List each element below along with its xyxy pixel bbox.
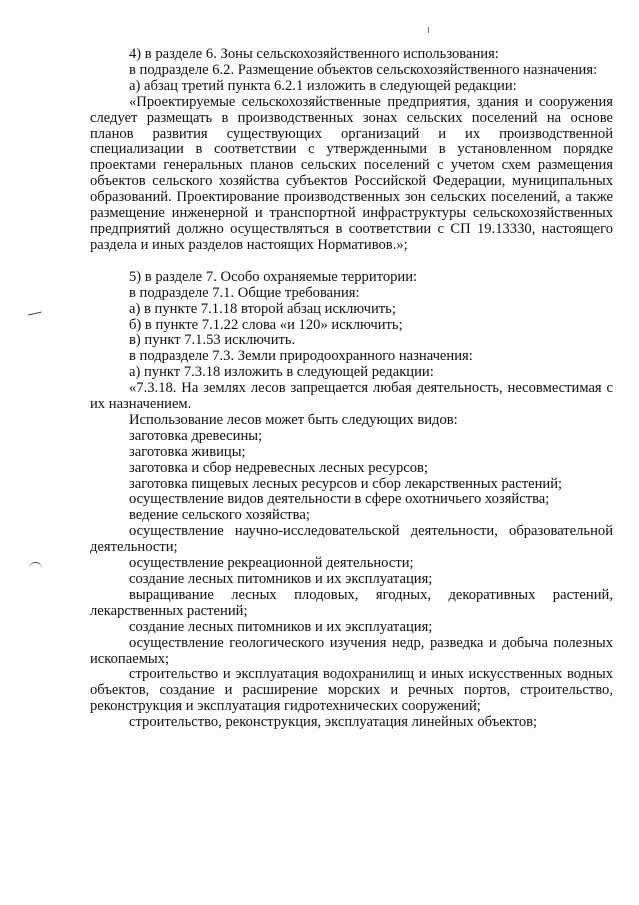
margin-pen-mark — [29, 562, 42, 569]
list-item-forest-use: осуществление рекреационной деятельности; — [129, 555, 414, 572]
paragraph-item-7-1-53: в) пункт 7.1.53 исключить. — [129, 332, 296, 349]
list-item-forest-use: создание лесных питомников и их эксплуатация; — [129, 571, 433, 587]
paragraph-section-7-heading: 5) в разделе 7. Особо охраняемые территории: — [129, 268, 418, 285]
margin-pen-mark — [28, 312, 43, 319]
list-item-forest-use: заготовка древесины; — [129, 427, 263, 444]
scan-artifact-mark — [428, 27, 429, 33]
list-item-forest-use: создание лесных питомников и их эксплуатация; — [129, 618, 433, 635]
list-item-forest-use: строительство и эксплуатация водохранилищ и иных искусственных водных объектов, создание и расширение морских и речных портов, строительство, реконструкция и эксплуатация гидротехнических сооружений; — [90, 666, 613, 715]
paragraph-quote-6-2-1: «Проектируемые сельскохозяйственные предприятия, здания и сооружения следует размещать в производственных зонах сельских поселений на основе планов развития существующих организаций и их производственной специализации в соответствии с утвержденными в установленном порядке проектами генеральных планов сельских поселений с учетом схем размещения объектов сельского хозяйства субъектов Российской Федерации, муниципальных образований. Проектирование производственных зон сельских поселений, а также размещение инженерной и транспортной инфраструктуры сельскохозяйственных предприятий должно осуществляться в соответствии с СП 19.13330, настоящего раздела и иных разделов настоящих Нормативов.»; — [90, 93, 613, 253]
list-item-forest-use: строительство, реконструкция, эксплуатация линейных объектов; — [129, 714, 538, 731]
paragraph-subsection-6-2: в подразделе 6.2. Размещение объектов сельскохозяйственного назначения: — [129, 61, 598, 78]
list-item-forest-use: ведение сельского хозяйства; — [129, 507, 310, 524]
paragraph-subsection-7-3: в подразделе 7.3. Земли природоохранного назначения: — [129, 348, 473, 365]
paragraph-quote-7-3-18: «7.3.18. На землях лесов запрещается любая деятельность, несовместимая с их назначением. — [90, 380, 613, 413]
list-item-forest-use: заготовка пищевых лесных ресурсов и сбор лекарственных растений; — [129, 475, 563, 492]
document-body — [90, 47, 613, 731]
paragraph-item-7-1-18: а) в пункте 7.1.18 второй абзац исключить; — [129, 300, 396, 317]
list-item-forest-use: выращивание лесных плодовых, ягодных, декоративных растений, лекарственных растений; — [90, 586, 613, 619]
paragraph-item-7-3-18: а) пункт 7.3.18 изложить в следующей редакции: — [129, 364, 434, 381]
paragraph-spacer — [90, 254, 613, 270]
paragraph-item-7-1-22: б) в пункте 7.1.22 слова «и 120» исключить; — [129, 316, 403, 333]
list-item-forest-use: осуществление научно-исследовательской деятельности, образовательной деятельности; — [90, 523, 613, 556]
list-item-forest-use: заготовка живицы; — [129, 443, 246, 460]
list-item-forest-use: осуществление геологического изучения недр, разведка и добыча полезных ископаемых; — [90, 634, 613, 667]
list-item-forest-use: заготовка и сбор недревесных лесных ресурсов; — [129, 459, 428, 476]
paragraph-forest-use-intro: Использование лесов может быть следующих видов: — [129, 411, 458, 428]
paragraph-subsection-7-1: в подразделе 7.1. Общие требования: — [129, 284, 360, 301]
paragraph-item-6-2-1: а) абзац третий пункта 6.2.1 изложить в следующей редакции: — [129, 77, 517, 94]
paragraph-section-6-heading: 4) в разделе 6. Зоны сельскохозяйственного использования: — [129, 46, 499, 62]
list-item-forest-use: осуществление видов деятельности в сфере охотничьего хозяйства; — [129, 491, 550, 508]
